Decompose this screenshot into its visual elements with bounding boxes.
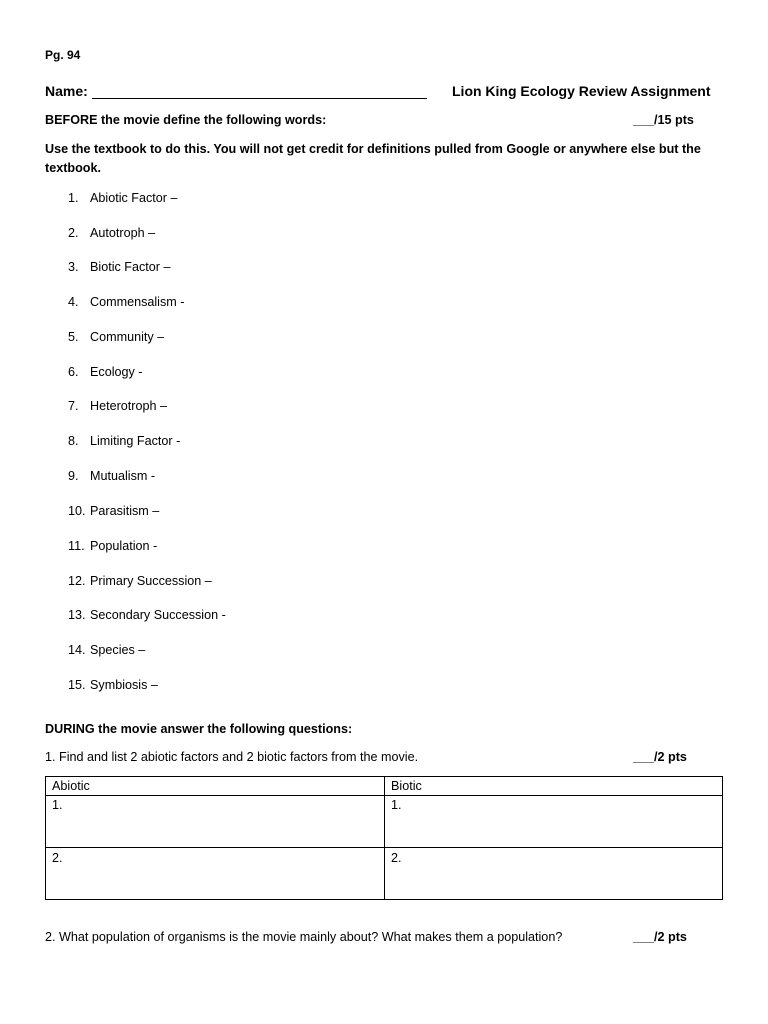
list-item: 9. Mutualism - [68, 469, 156, 483]
table-cell-abiotic-2[interactable]: 2. [52, 851, 63, 865]
table-cell-abiotic-1[interactable]: 1. [52, 798, 63, 812]
table-header-biotic: Biotic [391, 779, 422, 793]
list-item: 10. Parasitism – [68, 504, 160, 518]
table-header-abiotic: Abiotic [52, 779, 90, 793]
table-cell-biotic-1[interactable]: 1. [391, 798, 402, 812]
name-label: Name: [45, 83, 88, 99]
list-item: 7. Heterotroph – [68, 399, 168, 413]
table-row-divider [46, 847, 722, 848]
question-1-points: ___/2 pts [633, 750, 687, 764]
page-title: Lion King Ecology Review Assignment [452, 83, 711, 99]
during-instruction: DURING the movie answer the following questions: [45, 722, 353, 736]
list-item: 4. Commensalism - [68, 295, 185, 309]
list-item: 15. Symbiosis – [68, 678, 158, 692]
list-item: 13. Secondary Succession - [68, 608, 226, 622]
list-item: 3. Biotic Factor – [68, 260, 171, 274]
page-reference: Pg. 94 [45, 48, 81, 62]
list-item: 12. Primary Succession – [68, 574, 212, 588]
before-instruction: BEFORE the movie define the following words: [45, 113, 327, 127]
table-header-divider [46, 795, 722, 796]
question-2-points: ___/2 pts [633, 930, 687, 944]
list-item: 11. Population - [68, 539, 158, 553]
question-2: 2. What population of organisms is the movie mainly about? What makes them a population? [45, 930, 563, 944]
list-item: 1. Abiotic Factor – [68, 191, 178, 205]
question-1: 1. Find and list 2 abiotic factors and 2 biotic factors from the movie. [45, 750, 419, 764]
before-points: ___/15 pts [633, 113, 694, 127]
list-item: 6. Ecology - [68, 365, 143, 379]
textbook-note-line2: textbook. [45, 161, 101, 175]
list-item: 5. Community – [68, 330, 165, 344]
textbook-note-line1: Use the textbook to do this. You will not get credit for definitions pulled from Google or anywhere else but the [45, 142, 701, 156]
list-item: 2. Autotroph – [68, 226, 156, 240]
table-cell-biotic-2[interactable]: 2. [391, 851, 402, 865]
list-item: 14. Species – [68, 643, 146, 657]
factors-table [45, 776, 723, 900]
list-item: 8. Limiting Factor - [68, 434, 181, 448]
name-blank-line [92, 98, 427, 99]
